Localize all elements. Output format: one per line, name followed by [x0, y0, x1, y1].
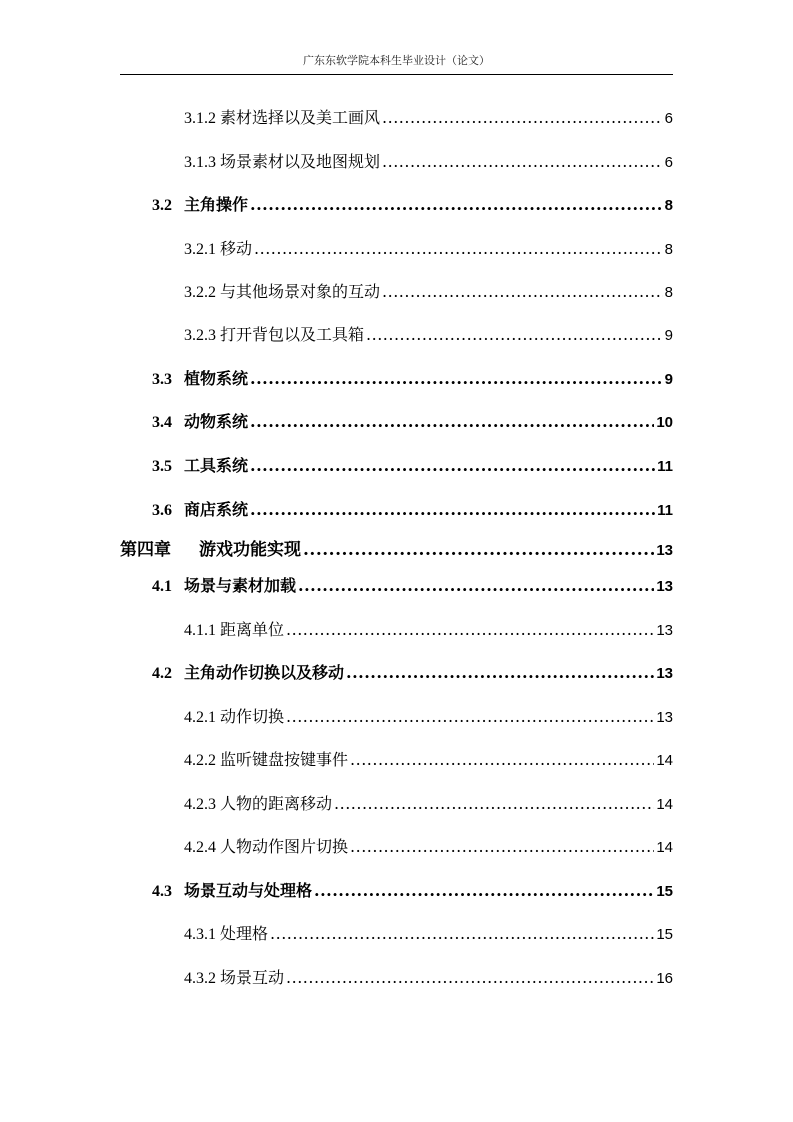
- toc-page-number: 14: [656, 752, 673, 769]
- toc-title: 植物系统: [184, 369, 249, 388]
- toc-title: 与其他场景对象的互动: [220, 282, 381, 301]
- toc-title: 距离单位: [220, 620, 285, 639]
- toc-leader: [250, 411, 654, 433]
- toc-leader: [286, 706, 654, 728]
- toc-leader: [303, 539, 654, 561]
- toc-entry-4-2-2[interactable]: [184, 749, 673, 771]
- toc-number: 4.2.1: [184, 709, 216, 726]
- toc-entry-4-2-1[interactable]: [184, 706, 673, 728]
- toc-title: 场景互动: [220, 968, 285, 987]
- toc-page-number: 14: [656, 839, 673, 856]
- toc-entry-3-2-1[interactable]: [184, 238, 673, 260]
- toc-title: 场景与素材加载: [184, 576, 297, 595]
- toc-number: 4.3.1: [184, 926, 216, 943]
- toc-leader: [250, 455, 655, 477]
- toc-entry-3-1-3[interactable]: [184, 151, 673, 173]
- toc-title: 打开背包以及工具箱: [220, 325, 365, 344]
- toc-page-number: 8: [664, 241, 673, 258]
- toc-title: 场景互动与处理格: [184, 881, 313, 900]
- toc-title: 处理格: [220, 924, 269, 943]
- toc-leader: [366, 324, 663, 346]
- toc-title: 素材选择以及美工画风: [220, 108, 381, 127]
- toc-leader: [254, 238, 663, 260]
- toc-entry-4-2-3[interactable]: [184, 793, 673, 815]
- toc-number: 3.1.2: [184, 110, 216, 127]
- toc-leader: [270, 923, 654, 945]
- toc-entry-4-1[interactable]: [152, 575, 673, 597]
- toc-title: 动物系统: [184, 412, 249, 431]
- toc-number: 4.2: [152, 665, 172, 682]
- toc-entry-4-2-4[interactable]: [184, 836, 673, 858]
- toc-leader: [250, 194, 663, 216]
- toc-title: 动作切换: [220, 707, 285, 726]
- toc-title: 游戏功能实现: [199, 540, 301, 560]
- toc-number: 3.4: [152, 414, 172, 431]
- toc-entry-4-3[interactable]: [152, 880, 673, 902]
- toc-leader: [298, 575, 654, 597]
- toc-page-number: 13: [656, 622, 673, 639]
- toc-entry-4-3-2[interactable]: [184, 967, 673, 989]
- toc-entry-4-2[interactable]: [152, 662, 673, 684]
- toc-number: 3.5: [152, 458, 172, 475]
- toc-leader: [250, 499, 655, 521]
- toc-entry-3-2[interactable]: [152, 194, 673, 216]
- toc-title: 人物的距离移动: [220, 794, 333, 813]
- toc-number: 3.6: [152, 502, 172, 519]
- toc-page-number: 13: [656, 709, 673, 726]
- toc-leader: [382, 151, 663, 173]
- toc-title: 工具系统: [184, 456, 249, 475]
- toc-title: 主角动作切换以及移动: [184, 663, 345, 682]
- toc-number: 4.2.4: [184, 839, 216, 856]
- toc-number: 3.2.1: [184, 241, 216, 258]
- toc-page-number: 13: [656, 578, 673, 595]
- toc-entry-3-3[interactable]: [152, 368, 673, 390]
- toc-leader: [382, 107, 663, 129]
- toc-title: 场景素材以及地图规划: [220, 152, 381, 171]
- toc-leader: [350, 836, 654, 858]
- toc-entry-3-6[interactable]: [152, 499, 673, 521]
- toc-page-number: 15: [656, 926, 673, 943]
- toc-page-number: 15: [656, 883, 673, 900]
- toc-entry-4-1-1[interactable]: [184, 619, 673, 641]
- toc-page-number: 10: [656, 414, 673, 431]
- toc-leader: [286, 967, 654, 989]
- toc-leader: [382, 281, 663, 303]
- toc-entry-3-2-2[interactable]: [184, 281, 673, 303]
- toc-number: 3.2.3: [184, 327, 216, 344]
- toc-page-number: 8: [664, 284, 673, 301]
- toc-title: 监听键盘按键事件: [220, 750, 349, 769]
- toc-number: 3.2: [152, 197, 172, 214]
- toc-title: 人物动作图片切换: [220, 837, 349, 856]
- toc-entry-3-5[interactable]: [152, 455, 673, 477]
- toc-page-number: 9: [664, 371, 673, 388]
- toc-page-number: 6: [664, 154, 673, 171]
- toc-page-number: 9: [664, 327, 673, 344]
- page-header: [120, 52, 673, 75]
- toc-page-number: 8: [664, 197, 673, 214]
- toc-number: 4.2.2: [184, 752, 216, 769]
- toc-page-number: 11: [657, 502, 673, 519]
- toc-number: 3.1.3: [184, 154, 216, 171]
- toc-number: 4.1.1: [184, 622, 216, 639]
- toc-title: 主角操作: [184, 195, 249, 214]
- toc-leader: [346, 662, 654, 684]
- toc-number: 4.1: [152, 578, 172, 595]
- toc-title: 移动: [220, 239, 253, 258]
- toc-number: 第四章: [120, 540, 171, 559]
- toc-leader: [334, 793, 654, 815]
- toc-number: 4.3.2: [184, 970, 216, 987]
- toc-number: 4.3: [152, 883, 172, 900]
- toc-entry-chapter-4[interactable]: [120, 539, 673, 561]
- toc-entry-3-2-3[interactable]: [184, 324, 673, 346]
- toc-page-number: 11: [657, 458, 673, 475]
- toc-leader: [350, 749, 654, 771]
- toc-leader: [286, 619, 654, 641]
- toc-page-number: 13: [656, 542, 673, 559]
- toc-entry-3-4[interactable]: [152, 411, 673, 433]
- header-text: 广东东软学院本科生毕业设计（论文）: [303, 54, 490, 67]
- toc-leader: [250, 368, 663, 390]
- toc-page-number: 14: [656, 796, 673, 813]
- toc-number: 3.3: [152, 371, 172, 388]
- toc-number: 4.2.3: [184, 796, 216, 813]
- toc-leader: [314, 880, 654, 902]
- toc-entry-4-3-1[interactable]: [184, 923, 673, 945]
- toc-page-number: 16: [656, 970, 673, 987]
- toc-page-number: 6: [664, 110, 673, 127]
- toc-title: 商店系统: [184, 500, 249, 519]
- toc-number: 3.2.2: [184, 284, 216, 301]
- toc-page-number: 13: [656, 665, 673, 682]
- toc-entry-3-1-2[interactable]: [184, 107, 673, 129]
